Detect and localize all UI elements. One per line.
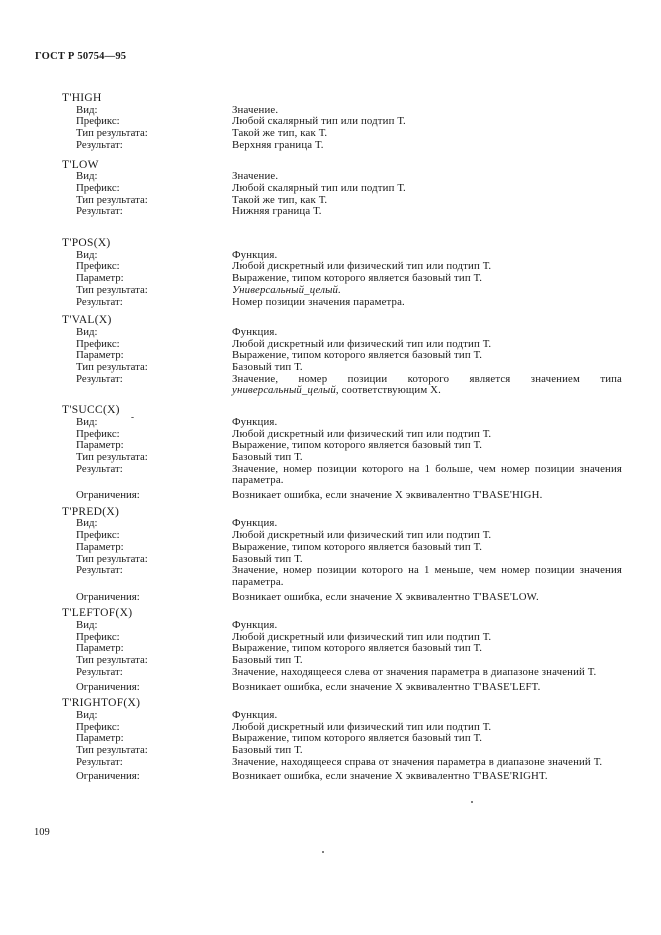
attribute-block [62, 160, 622, 219]
row-value-text: Значение, номер позиции которого на 1 меньше, чем номер позиции значения параметра. [232, 564, 622, 588]
attribute-block [62, 405, 622, 502]
attribute-block [62, 238, 622, 308]
row-label: Ограничения: [76, 489, 140, 502]
row-value [232, 682, 622, 694]
row-value-text: Выражение, типом которого является базовый тип Т. [232, 349, 483, 362]
row-value-text: Возникает ошибка, если значение Х эквивалентно T'BASE'LEFT. [232, 680, 541, 693]
attribute-row [62, 183, 622, 195]
attribute-row [62, 490, 622, 502]
row-label: Вид: [76, 170, 98, 183]
row-value-text: Выражение, типом которого является базовый тип Т. [232, 732, 483, 745]
attribute-row [62, 374, 622, 397]
row-label: Префикс: [76, 260, 120, 273]
attribute-row [62, 757, 622, 769]
row-value-text: Универсальный_целый. [232, 283, 341, 296]
row-value-text: Любой дискретный или физический тип или подтип Т. [232, 337, 492, 350]
row-value-text: Базовый тип Т. [232, 552, 303, 565]
row-label: Тип результата: [76, 193, 148, 206]
row-label: Параметр: [76, 349, 124, 362]
row-value-text: Значение, номер позиции которого является значением типа [232, 372, 622, 385]
row-value-text: Любой дискретный или физический тип или подтип Т. [232, 720, 492, 733]
row-value [232, 667, 622, 679]
attribute-row [62, 542, 622, 554]
row-label: Тип результата: [76, 552, 148, 565]
row-value-text: Возникает ошибка, если значение Х эквивалентно T'BASE'HIGH. [232, 489, 543, 502]
row-value-text: Базовый тип Т. [232, 450, 303, 463]
attribute-name: T'VAL(X) [62, 314, 112, 327]
row-value [232, 757, 622, 769]
row-value-text: Возникает ошибка, если значение Х эквивалентно T'BASE'LOW. [232, 590, 539, 603]
row-label: Ограничения: [76, 770, 140, 783]
row-value [232, 565, 622, 588]
scan-speck [322, 851, 324, 853]
row-label: Вид: [76, 708, 98, 721]
row-value-text: Такой же тип, как Т. [232, 127, 328, 140]
row-label: Параметр: [76, 439, 124, 452]
row-label: Префикс: [76, 427, 120, 440]
row-value-italic: универсальный_целый [232, 384, 336, 397]
row-value [232, 374, 622, 397]
row-label: Результат: [76, 138, 123, 151]
row-value-text: Любой дискретный или физический тип или подтип Т. [232, 529, 492, 542]
attribute-row [62, 682, 622, 694]
attribute-block [62, 698, 622, 783]
row-label: Тип результата: [76, 744, 148, 757]
row-value-text: Значение, находящееся слева от значения параметра в диапазоне значений Т. [232, 665, 597, 678]
attribute-row [62, 195, 622, 207]
row-label: Результат: [76, 755, 123, 768]
row-label: Тип результата: [76, 283, 148, 296]
attribute-name: T'LOW [62, 158, 99, 171]
attribute-block [62, 93, 622, 152]
row-label: Результат: [76, 665, 123, 678]
row-value-text: Базовый тип Т. [232, 744, 303, 757]
row-value-text: Функция. [232, 248, 278, 261]
attribute-row [62, 667, 622, 679]
document-header: ГОСТ Р 50754—95 [35, 51, 127, 62]
attribute-list [62, 93, 622, 783]
attribute-name: T'LEFTOF(X) [62, 607, 133, 620]
row-label: Ограничения: [76, 680, 140, 693]
attribute-block [62, 315, 622, 397]
row-label: Вид: [76, 415, 98, 428]
row-value-text: Любой скалярный тип или подтип Т. [232, 181, 406, 194]
row-value-text: Функция. [232, 415, 278, 428]
row-value [232, 771, 622, 783]
row-label: Тип результата: [76, 654, 148, 667]
row-label: Тип результата: [76, 361, 148, 373]
row-value [232, 140, 622, 152]
row-label: Результат: [76, 564, 123, 577]
row-value-text: Любой скалярный тип или подтип Т. [232, 115, 406, 128]
row-value-text: Функция. [232, 619, 278, 632]
row-value [232, 592, 622, 604]
row-value-text: , соответствующим Х. [335, 384, 441, 397]
row-label: Вид: [76, 103, 98, 116]
row-value-text: Значение. [232, 170, 279, 183]
attribute-name: T'SUCC(X) [62, 404, 120, 417]
row-label: Результат: [76, 372, 123, 385]
row-label: Вид: [76, 619, 98, 632]
row-value-text: Выражение, типом которого является базовый тип Т. [232, 540, 483, 553]
row-label: Параметр: [76, 642, 124, 655]
row-label: Префикс: [76, 720, 120, 733]
attribute-block [62, 608, 622, 693]
row-value-text: Верхняя граница Т. [232, 138, 324, 151]
attribute-row [62, 565, 622, 588]
row-value-text: Выражение, типом которого является базовый тип Т. [232, 439, 483, 452]
attribute-row [62, 771, 622, 783]
row-value-text: Такой же тип, как Т. [232, 193, 328, 206]
row-label: Результат: [76, 205, 123, 218]
row-label: Параметр: [76, 272, 124, 285]
row-value-text: Любой дискретный или физический тип или подтип Т. [232, 260, 492, 273]
row-label: Префикс: [76, 181, 120, 194]
row-value-text: Функция. [232, 517, 278, 530]
row-value [232, 490, 622, 502]
attribute-row [62, 464, 622, 487]
row-value [232, 206, 622, 218]
row-value-text: Значение, номер позиции которого на 1 больше, чем номер позиции значения параметра. [232, 462, 622, 487]
row-label: Вид: [76, 517, 98, 530]
row-label: Тип результата: [76, 127, 148, 140]
row-value-text: Выражение, типом которого является базовый тип Т. [232, 642, 483, 655]
row-value-text: Базовый тип Т. [232, 361, 303, 373]
attribute-row [62, 297, 622, 309]
row-value-text: Базовый тип Т. [232, 654, 303, 667]
attribute-name: T'RIGHTOF(X) [62, 697, 141, 710]
attribute-row [62, 140, 622, 152]
row-value [232, 464, 622, 487]
row-value [232, 297, 622, 309]
row-label: Параметр: [76, 540, 124, 553]
attribute-block [62, 507, 622, 604]
row-value-text: Любой дискретный или физический тип или подтип Т. [232, 427, 492, 440]
row-label: Вид: [76, 325, 98, 338]
attribute-name: T'HIGH [62, 92, 102, 104]
row-value-text: Нижняя граница Т. [232, 205, 322, 218]
attribute-name: T'POS(X) [62, 237, 111, 249]
row-value-text: Функция. [232, 325, 278, 338]
row-value-text: Выражение, типом которого является базовый тип Т. [232, 272, 483, 285]
row-label: Результат: [76, 462, 123, 475]
row-value-text: Функция. [232, 708, 278, 721]
row-value-text: Номер позиции значения параметра. [232, 295, 405, 308]
row-value-text: Возникает ошибка, если значение Х эквивалентно T'BASE'RIGHT. [232, 770, 548, 783]
scan-speck [471, 801, 473, 803]
row-label: Префикс: [76, 337, 120, 350]
row-label: Параметр: [76, 732, 124, 745]
row-label: Префикс: [76, 630, 120, 643]
row-label: Тип результата: [76, 450, 148, 463]
row-label: Префикс: [76, 115, 120, 128]
row-label: Ограничения: [76, 590, 140, 603]
attribute-row [62, 592, 622, 604]
scan-speck [131, 417, 134, 418]
row-value-text: Любой дискретный или физический тип или подтип Т. [232, 630, 492, 643]
row-value-text: Значение, находящееся справа от значения параметра в диапазоне значений Т. [232, 755, 603, 768]
row-label: Префикс: [76, 529, 120, 542]
attribute-row [62, 206, 622, 218]
row-label: Результат: [76, 295, 123, 308]
attribute-row [62, 128, 622, 140]
attribute-name: T'PRED(X) [62, 505, 120, 518]
row-value-text: Значение. [232, 103, 279, 116]
page-number: 109 [34, 827, 50, 838]
row-label: Вид: [76, 248, 98, 261]
